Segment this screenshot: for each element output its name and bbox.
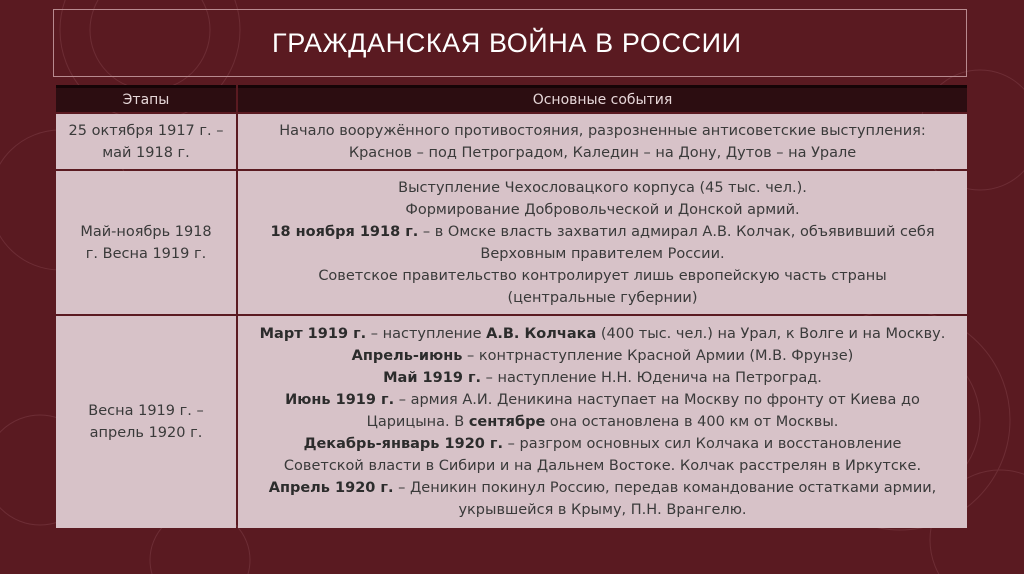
event-line [244, 345, 961, 367]
event-line [244, 287, 961, 309]
event-text: – наступление Н.Н. Юденича на Петроград. [481, 370, 822, 386]
table-header-row [56, 85, 967, 112]
event-date-bold: Март 1919 г. [259, 326, 367, 342]
event-text: Краснов – под Петроградом, Каледин – на Дону, Дутов – на Урале [348, 144, 857, 161]
event-text: Выступление Чехословацкого корпуса (45 тыс. чел.). [398, 179, 807, 196]
event-date-bold: сентябре [468, 414, 546, 430]
event-text: Царицына. В [366, 414, 469, 430]
event-date-bold: А.В. Колчака [486, 326, 597, 342]
event-line [244, 411, 961, 433]
event-line [244, 120, 961, 142]
event-line [244, 199, 961, 221]
event-text: – армия А.И. Деникина наступает на Москву по фронту от Киева до [394, 392, 920, 408]
event-text: – наступление [366, 326, 487, 342]
event-date-bold: Апрель-июнь [351, 348, 463, 364]
page-title: ГРАЖДАНСКАЯ ВОЙНА В РОССИИ [272, 27, 742, 58]
event-line [244, 389, 961, 411]
events-cell [238, 171, 967, 314]
event-text: – Деникин покинул Россию, передав командование остатками армии, [393, 480, 937, 496]
event-text: Формирование Добровольческой и Донской армий. [405, 201, 800, 218]
event-text: – разгром основных сил Колчака и восстановление [503, 436, 902, 452]
events-table [54, 83, 969, 530]
table-row [56, 114, 967, 169]
event-text: Начало вооружённого противостояния, разрозненные антисоветские выступления: [279, 122, 926, 139]
event-line [244, 433, 961, 455]
event-text: Советское правительство контролирует лишь европейскую часть страны [318, 267, 887, 284]
stage-cell: 25 октября 1917 г. – май 1918 г. [56, 114, 236, 169]
column-header-stage: Этапы [56, 85, 236, 112]
event-text: (центральные губернии) [507, 289, 698, 306]
event-line [244, 367, 961, 389]
table-row [56, 171, 967, 314]
event-date-bold: Апрель 1920 г. [268, 480, 394, 496]
title-frame [53, 9, 967, 77]
event-line [244, 477, 961, 499]
event-line [244, 455, 961, 477]
event-line [244, 243, 961, 265]
event-date-bold: Май 1919 г. [383, 370, 482, 386]
events-cell [238, 316, 967, 528]
event-line [244, 265, 961, 287]
column-header-events: Основные события [238, 85, 967, 112]
event-text: Верховным правителем России. [480, 245, 725, 262]
event-text: (400 тыс. чел.) на Урал, к Волге и на Москву. [596, 326, 946, 342]
event-text: она остановлена в 400 км от Москвы. [545, 414, 839, 430]
table-row [56, 316, 967, 528]
event-line [244, 177, 961, 199]
event-text: Советской власти в Сибири и на Дальнем Востоке. Колчак расстрелян в Иркутске. [283, 458, 922, 474]
event-date-bold: Июнь 1919 г. [285, 392, 395, 408]
event-text: – в Омске власть захватил адмирал А.В. Колчак, объявивший себя [418, 223, 935, 240]
event-text: укрывшейся в Крыму, П.Н. Врангелю. [458, 502, 747, 518]
stage-cell: Май-ноябрь 1918 г. Весна 1919 г. [56, 171, 236, 314]
event-text: – контрнаступление Красной Армии (М.В. Фрунзе) [462, 348, 854, 364]
event-line [244, 323, 961, 345]
event-line [244, 221, 961, 243]
event-line [244, 499, 961, 521]
events-cell [238, 114, 967, 169]
event-date-bold: 18 ноября 1918 г. [270, 223, 419, 240]
event-date-bold: Декабрь-январь 1920 г. [303, 436, 504, 452]
stage-cell: Весна 1919 г. – апрель 1920 г. [56, 316, 236, 528]
event-line [244, 142, 961, 164]
